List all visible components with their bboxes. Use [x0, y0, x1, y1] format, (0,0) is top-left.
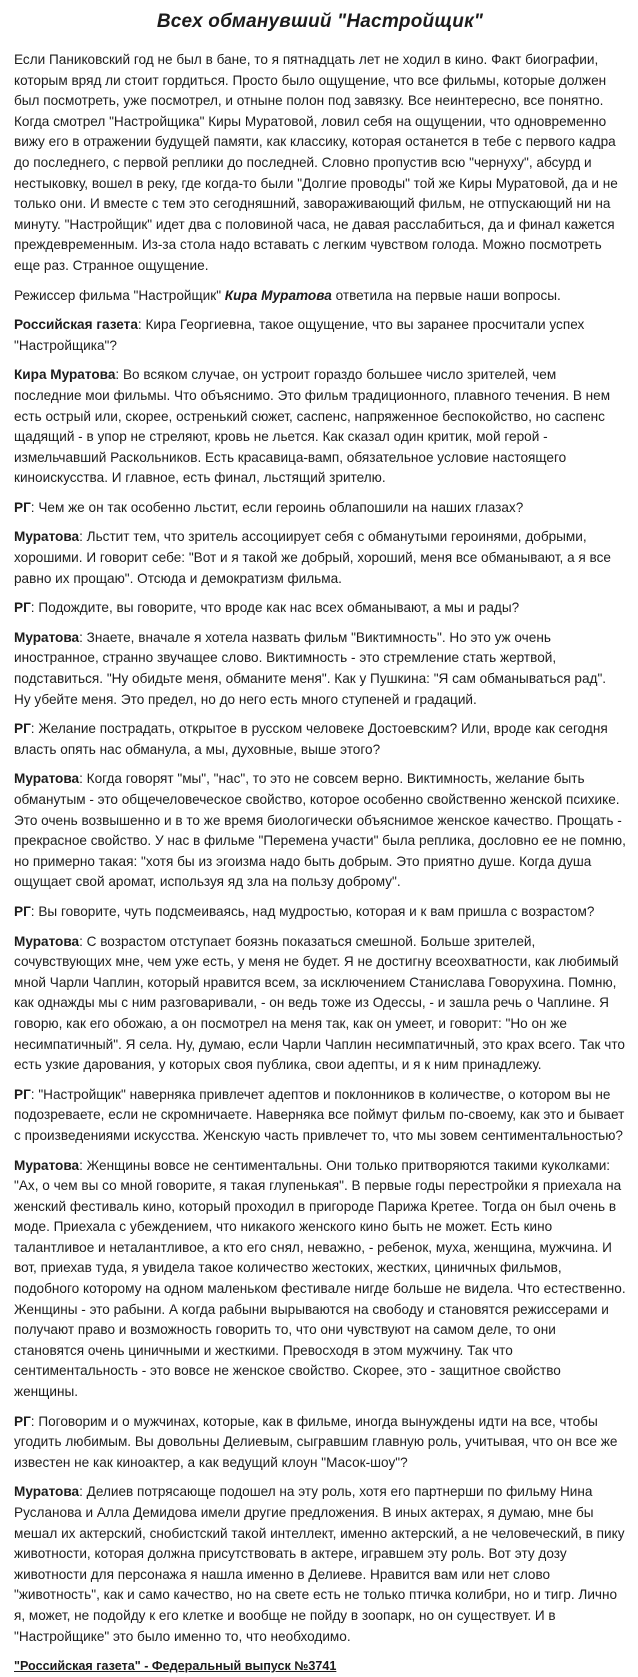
- speaker-label: Муратова: [14, 771, 80, 787]
- speech-text: : С возрастом отступает боязнь показаться смешной. Больше зрителей, сочувствующих мне, чем уже есть, у меня не будет. Я не достигну всеохватности, как любимый мной Чарли Чаплин, который нравится всем, за исключением Станислава Говорухина. Помню, как однажды мы с ним разговаривали, - он ведь тоже из Одессы, - и зашла речь о Чаплине. Я говорю, как его обожаю, а он посмотрел на меня так, как он умеет, и говорит: "Но он же несимпатичный". Я села. Ну, думаю, если Чарли Чаплин несимпатичный, это крах всего. Так что есть узкие дарования, у которых своя публика, свои адепты, и я к ним принадлежу.: [14, 933, 625, 1073]
- qa-paragraph-8: [14, 902, 626, 923]
- speaker-label: РГ: [14, 903, 31, 919]
- qa-paragraph-13: [14, 1482, 626, 1647]
- speaker-label: Муратова: [14, 1157, 80, 1173]
- qa-paragraph-7: [14, 769, 626, 893]
- speech-text: : Вы говорите, чуть подсмеиваясь, над мудростью, которая и к вам пришла с возрастом?: [30, 903, 595, 919]
- director-line: [14, 286, 626, 307]
- qa-paragraph-4: [14, 598, 626, 619]
- director-name: Кира Муратова: [224, 287, 332, 303]
- speech-text: : Женщины вовсе не сентиментальны. Они только притворяются такими куколками: "Ах, о чем вы со мной говорите, я такая глупенькая". В первые годы перестройки я приехала на женский фестиваль кино, который проходил в пригороде Парижа Кретее. Тогда он был очень в моде. Приехала с убеждением, что никакого женского кино быть не может. Есть кино талантливое и неталантливое, а кто его снял, неважно, - ребенок, муха, женщина, мужчина. И вот, приехав туда, я увидела такое количество жестоких, жестких, циничных фильмов, подобного которому на одном маленьком фестивале нигде больше не видела. Что естественно. Женщины - это рабыни. А когда рабыни вырываются на свободу и становятся режиссерами и получают право и возможность говорить то, что они чувствуют на самом деле, то они становятся очень циничными и жесткими. Превосходя в этом мужчину. Так что сентиментальность - это вовсе не женское свойство. Скорее, это - защитное свойство женщины.: [14, 1157, 626, 1400]
- speech-text: : Знаете, вначале я хотела назвать фильм "Виктимность". Но это уж очень иностранное, странно звучащее слово. Виктимность - это стремление стать жертвой, подставиться. "Ну обидьте меня, обманите меня". Как у Пушкина: "Я сам обманываться рад". Ну убейте меня. Это предел, но до него есть много ступеней и градаций.: [14, 629, 607, 707]
- speech-text: : Желание пострадать, открытое в русском человеке Достоевским? Или, вроде как сегодня власть опять нас обманула, а мы, духовные, выше этого?: [14, 721, 608, 757]
- qa-paragraph-1: [14, 365, 626, 489]
- speech-text: : Когда говорят "мы", "нас", то это не совсем верно. Виктимность, желание быть обманутым - это общечеловеческое свойство, которое особенно свойственно женской психике. Это очень возвышенно и в то же время биологически объяснимое женское качество. Прощать - прекрасное свойство. У нас в фильме "Перемена участи" была реплика, дословно ее не помню, но примерно такая: "хотя бы из эгоизма надо быть добрым. Это приятно душе. Когда душа ощущает свой аромат, используя яд зла на пользу доброму".: [14, 771, 626, 890]
- director-line-before: Режиссер фильма "Настройщик": [14, 287, 225, 303]
- speaker-label: Муратова: [14, 1484, 80, 1500]
- speaker-label: Муратова: [14, 933, 80, 949]
- qa-paragraph-0: [14, 315, 626, 356]
- qa-paragraph-11: [14, 1156, 626, 1403]
- qa-paragraph-3: [14, 527, 626, 589]
- speaker-label: Российская газета: [14, 317, 138, 333]
- qa-paragraph-5: [14, 628, 626, 710]
- footer: [14, 1656, 626, 1677]
- intro-paragraph: Если Паниковский год не был в бане, то я пятнадцать лет не ходил в кино. Факт биографии, которым вряд ли стоит гордиться. Просто было ощущение, что все фильмы, которые должен был посмотреть, уже посмотрел, и отныне полон под завязку. Все неинтересно, все понятно. Когда смотрел "Настройщика" Киры Муратовой, ловил себя на ощущении, что одновременно вижу его в отражении будущей памяти, как классику, которая останется в тебе с первого кадра до последнего, с первой реплики до последней. Словно пропустив всю "чернуху", абсурд и нестыковку, вошел в реку, где когда-то были "Долгие проводы" той же Киры Муратовой, да и не только они. И вместе с тем это сегодняшний, завораживающий фильм, не отпускающий ни на минуту. "Настройщик" идет два с половиной часа, не давая расслабиться, да и финал кажется преждевременным. Из-за стола надо вставать с легким чувством голода. Можно посмотреть еще раз. Странное ощущение.: [14, 52, 618, 273]
- source-link[interactable]: "Российская газета" - Федеральный выпуск №3741: [14, 1659, 337, 1674]
- speaker-label: РГ: [14, 721, 31, 737]
- speech-text: : "Настройщик" наверняка привлечет адептов и поклонников в количестве, о котором вы не подозреваете, если не скромничаете. Наверняка все поймут фильм по-своему, как это и бывает с произведениями искусства. Женскую часть привлечет то, что мы зовем сентиментальностью?: [14, 1086, 625, 1143]
- speaker-label: РГ: [14, 1413, 31, 1429]
- qa-paragraph-6: [14, 719, 626, 760]
- article-title: Всех обманувший "Настройщик": [156, 11, 484, 32]
- speech-text: : Во всяком случае, он устроит гораздо большее число зрителей, чем последние мои фильмы. Что объяснимо. Это фильм традиционного, плавного течения. В нем есть острый или, скорее, остренький сюжет, саспенс, напряженное беспокойство, но саспенс щадящий - в упор не стреляют, кровь не льется. Как сказал один критик, мой герой - измельчавший Раскольников. Есть красавица-вамп, обязательное условие настоящего киноискусства. И главное, есть финал, льстящий зрителю.: [14, 367, 611, 486]
- qa-paragraph-2: [14, 498, 626, 519]
- director-line-after: ответила на первые наши вопросы.: [331, 287, 561, 303]
- speech-text: : Кира Георгиевна, такое ощущение, что вы заранее просчитали успех "Настройщика"?: [14, 317, 585, 353]
- speech-text: : Делиев потрясающе подошел на эту роль, хотя его партнерши по фильму Нина Русланова и Алла Демидова имели другие предложения. В иных актерах, я думаю, мне бы мешал их актерский, снобистский такой интеллект, именно актерский, а не человеческий, в пику животности, которая должна присутствовать в актере, игравшем эту роль. Вот эту дозу животности для персонажа я нашла именно в Делиеве. Нравится вам или нет слово "животность", как и само качество, но на свете есть не только птичка колибри, но и тигр. Лично я, может, не подойду к его клетке и вообще не пойду в зоопарк, но он существует. И в "Настройщике" это было именно то, что необходимо.: [14, 1484, 625, 1644]
- speaker-label: РГ: [14, 1086, 31, 1102]
- speaker-label: Муратова: [14, 629, 80, 645]
- speaker-label: РГ: [14, 600, 31, 616]
- speaker-label: Муратова: [14, 529, 80, 545]
- speech-text: : Подождите, вы говорите, что вроде как нас всех обманывают, а мы и рады?: [30, 600, 520, 616]
- speech-text: : Чем же он так особенно льстит, если героинь облапошили на наших глазах?: [30, 499, 524, 515]
- qa-paragraph-9: [14, 932, 626, 1076]
- speech-text: : Льстит тем, что зритель ассоциирует себя с обманутыми героинями, добрыми, хорошими. И говорит себе: "Вот и я такой же добрый, хороший, меня все обманывают, а я все равно их прощаю". Отсюда и демократизм фильма.: [14, 529, 611, 586]
- speech-text: : Поговорим и о мужчинах, которые, как в фильме, иногда вынуждены идти на все, чтобы угодить любимым. Вы довольны Делиевым, сыгравшим главную роль, учитывая, что он все же известен не как киноактер, а как ведущий клоун "Масок-шоу"?: [14, 1413, 618, 1470]
- qa-paragraph-10: [14, 1085, 626, 1147]
- speaker-label: РГ: [14, 499, 31, 515]
- speaker-label: Кира Муратова: [14, 367, 116, 383]
- qa-paragraph-12: [14, 1412, 626, 1474]
